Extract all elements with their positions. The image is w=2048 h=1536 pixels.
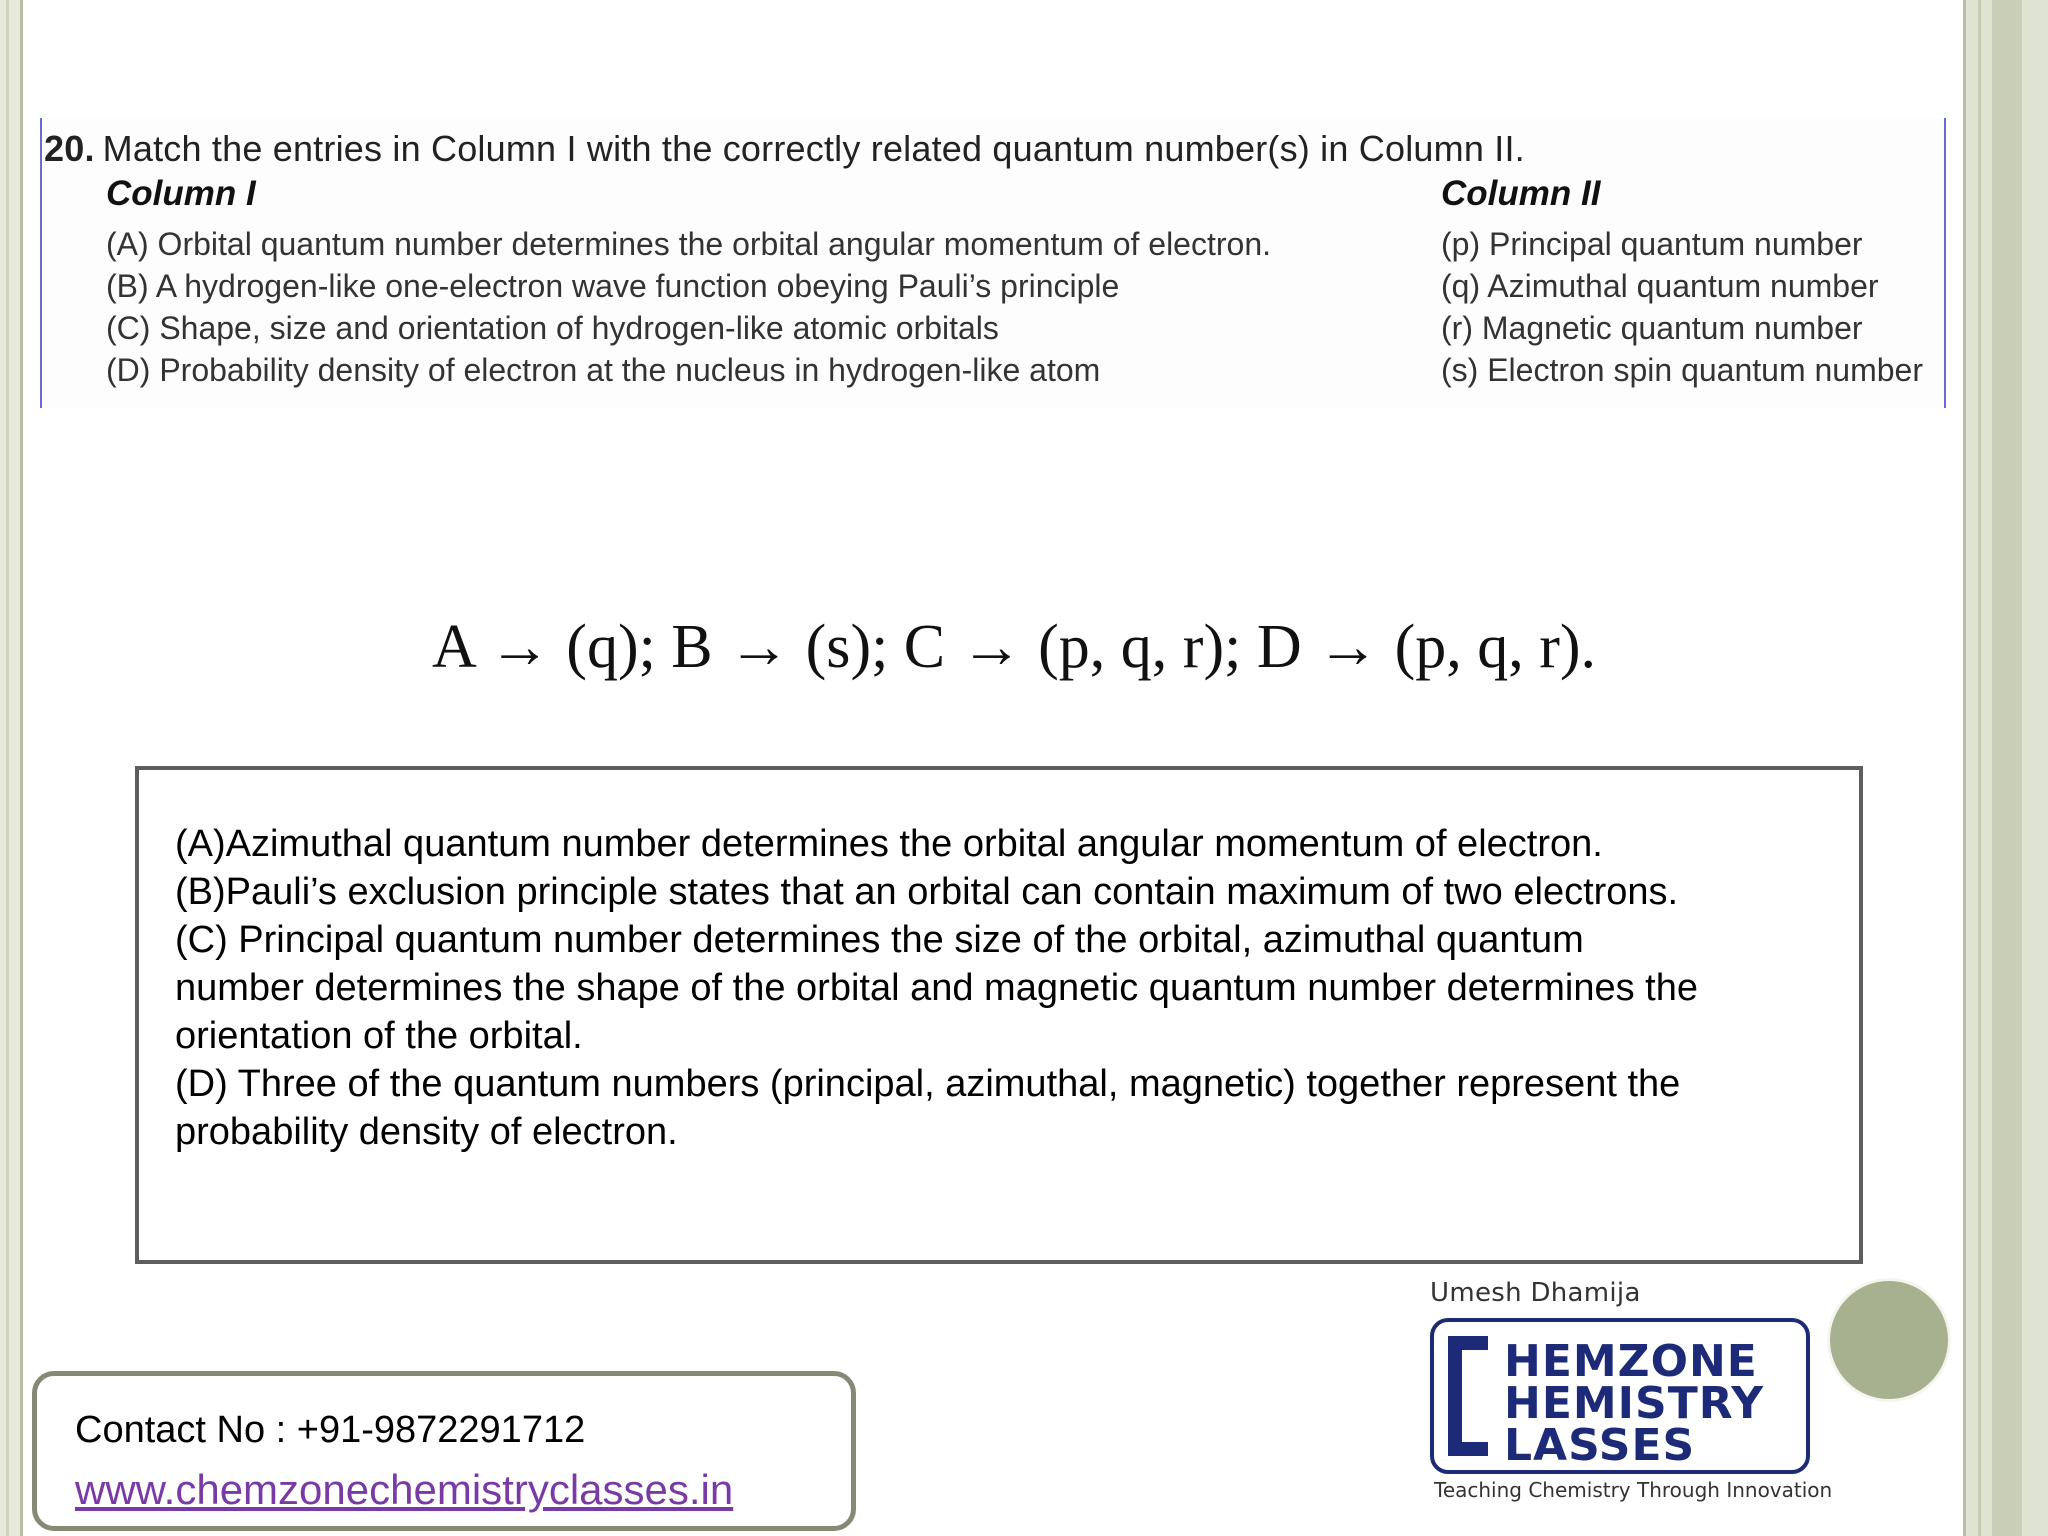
decorative-circle <box>1827 1278 1951 1402</box>
column-1-item-d: (D) Probability density of electron at the nucleus in hydrogen-like atom <box>106 352 1101 388</box>
column-2-item-q: (q) Azimuthal quantum number <box>1441 268 1879 304</box>
website-link[interactable]: www.chemzonechemistryclasses.in <box>75 1466 734 1513</box>
logo-line-2: HEMISTRY <box>1504 1378 1765 1429</box>
slide-left-border <box>0 0 23 1536</box>
column-1-item-a: (A) Orbital quantum number determines the orbital angular momentum of electron. <box>106 226 1271 262</box>
question-text: Match the entries in Column I with the correctly related quantum number(s) in Column II. <box>102 128 1525 169</box>
column-1-item-c: (C) Shape, size and orientation of hydrogen-like atomic orbitals <box>106 310 999 346</box>
contact-number: Contact No : +91-9872291712 <box>75 1409 586 1451</box>
explanation-line: (D) Three of the quantum numbers (principal, azimuthal, magnetic) together represent the <box>175 1063 1681 1105</box>
column-1-item-b: (B) A hydrogen-like one-electron wave function obeying Pauli’s principle <box>106 268 1120 304</box>
logo-line-3: LASSES <box>1504 1420 1696 1471</box>
column-2-item-p: (p) Principal quantum number <box>1441 226 1863 262</box>
question-number: 20. <box>44 128 95 169</box>
question-stem <box>44 128 1525 170</box>
column-2-heading: Column II <box>1441 174 1601 213</box>
explanation-line: probability density of electron. <box>175 1111 678 1153</box>
column-2-item-s: (s) Electron spin quantum number <box>1441 352 1923 388</box>
explanation-line: (C) Principal quantum number determines the size of the orbital, azimuthal quantum <box>175 919 1584 961</box>
explanation-line: number determines the shape of the orbital and magnetic quantum number determines the <box>175 967 1699 1009</box>
contact-box <box>32 1371 856 1531</box>
explanation-line: (A)Azimuthal quantum number determines the orbital angular momentum of electron. <box>175 823 1603 865</box>
explanation-line: orientation of the orbital. <box>175 1015 583 1057</box>
logo-c-mark <box>1448 1336 1488 1456</box>
logo-tagline: Teaching Chemistry Through Innovation <box>1434 1478 1833 1502</box>
explanation-box <box>135 766 1863 1264</box>
column-1-heading: Column I <box>106 174 256 213</box>
column-2-item-r: (r) Magnetic quantum number <box>1441 310 1863 346</box>
slide-right-border <box>1963 0 2048 1536</box>
chemzone-logo <box>1430 1318 1810 1474</box>
explanation-text <box>175 820 1835 1156</box>
logo-line-1: HEMZONE <box>1504 1336 1758 1387</box>
answer-line: A → (q); B → (s); C → (p, q, r); D → (p, q, r). <box>431 613 1597 681</box>
author-name: Umesh Dhamija <box>1430 1278 1641 1308</box>
question-block <box>40 118 1946 408</box>
explanation-line: (B)Pauli’s exclusion principle states that an orbital can contain maximum of two electrons. <box>175 871 1679 913</box>
